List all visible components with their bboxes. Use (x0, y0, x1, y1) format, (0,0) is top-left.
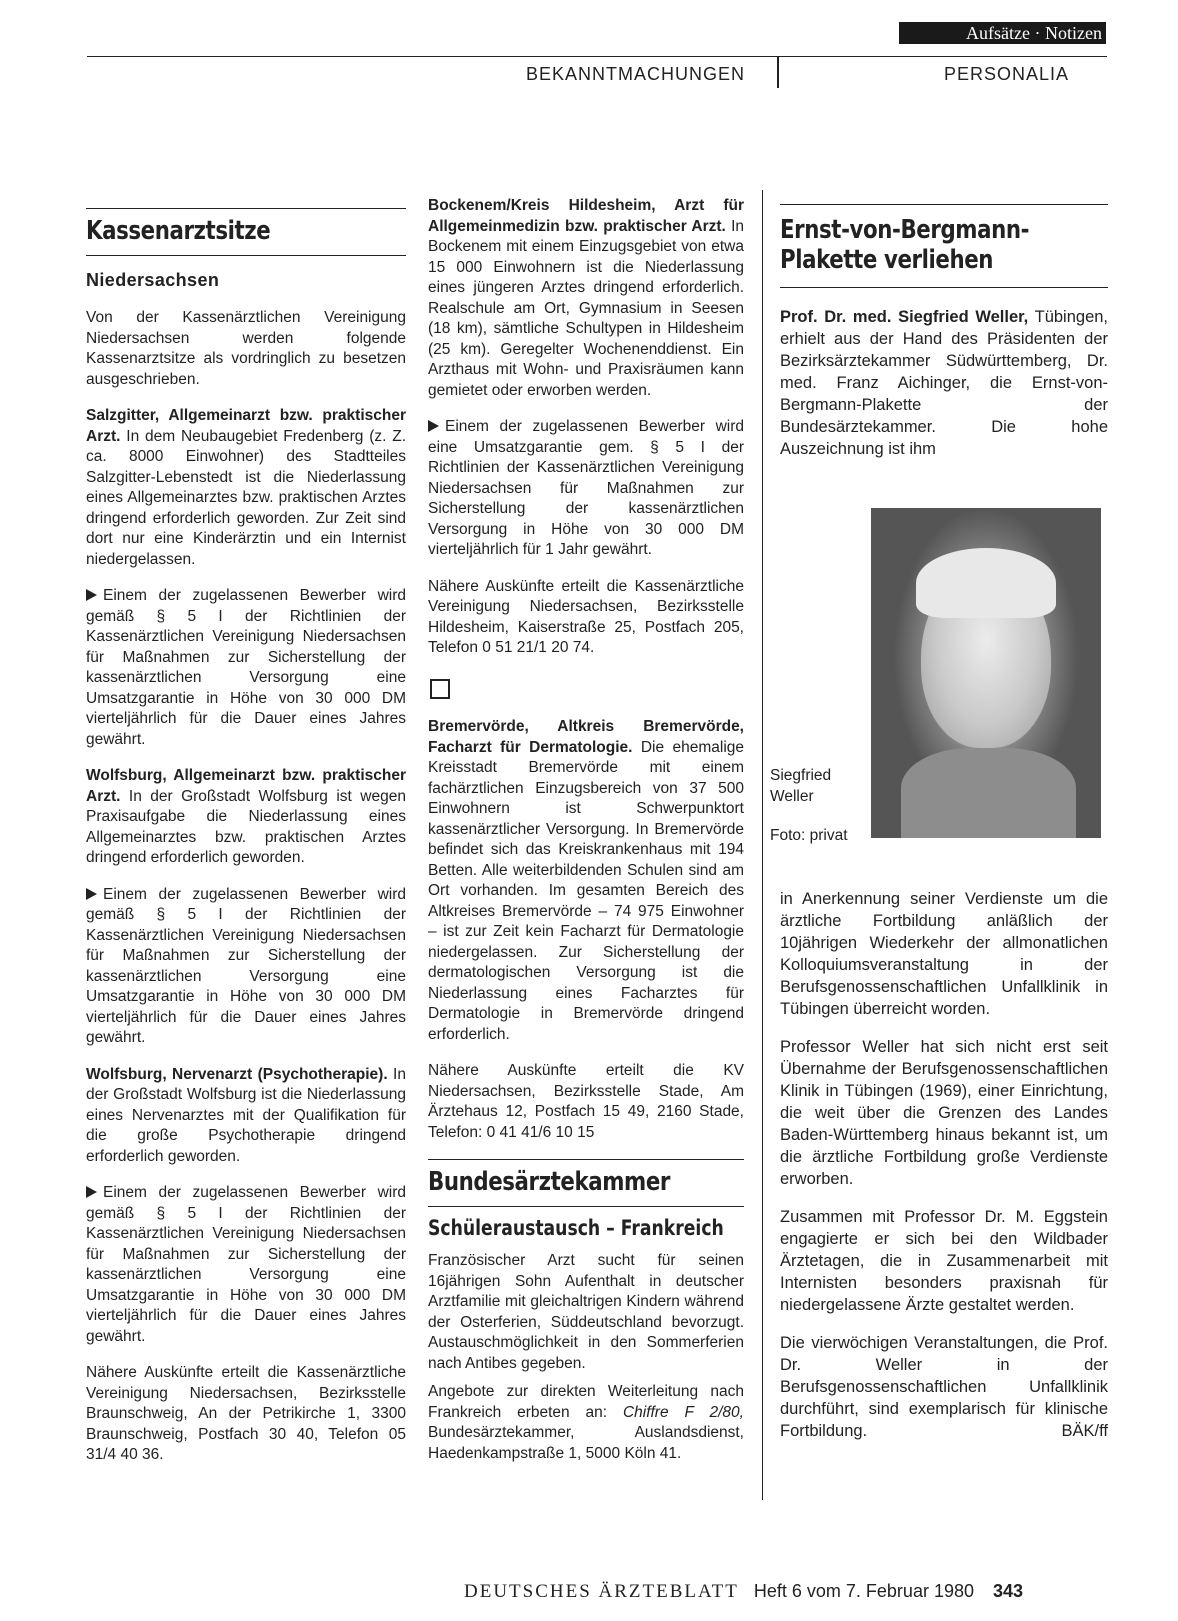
chiffre-code: Chiffre F 2/80, (622, 1403, 744, 1421)
header-rule (87, 56, 1107, 57)
listing-body: In der Großstadt Wolfsburg ist die Niederlassung eines Nervenarztes mit der Qualifikation für die große Psychotherapie dringend erforderlich geworden. (86, 1065, 406, 1165)
section-title: Bundesärztekammer (428, 1167, 670, 1197)
lead-text: Tübingen, erhielt aus der Hand des Präsidenten der Bezirksärztekammer Südwürttemberg, Dr. med. Franz Aichinger, die Ernst-von-Bergmann-Plakette der Bundesärztekammer. Die hohe Auszeichnung ist ihm (780, 308, 1109, 458)
title-rule-top (780, 204, 1108, 205)
title-rule-top (86, 208, 406, 209)
arrow-bullet-icon (428, 420, 439, 432)
listing-heading: Bockenem/Kreis Hildesheim, Arzt für Allgemeinmedizin bzw. praktischer Arzt. (428, 197, 744, 235)
column-listings-continued (428, 196, 744, 1480)
title-line-1: Ernst-von-Bergmann- (780, 215, 1030, 245)
page-number: 343 (993, 1581, 1024, 1601)
guarantee-paragraph (86, 1183, 406, 1347)
guarantee-text: Einem der zugelassenen Bewerber wird gemäß § 5 I der Richtlinien der Kassenärztlichen Vereinigung Niedersachsen für Maßnahmen zur Sicherstellung der kassenärztlichen Versorgung eine Umsatzgarantie in Höhe von 30 000 DM vierteljährlich für die Dauer eines Jahres gewährt. (86, 587, 406, 748)
arrow-bullet-icon (86, 589, 97, 601)
listing-body: In Bockenem mit einem Einzugsgebiet von etwa 15 000 Einwohnern ist die Niederlassung eines jüngeren Arztes dringend erforderlich. Realschule am Ort, Gymnasium in Seesen (18 km), sämtliche Schultypen in Hildesheim (25 km). Geregelter Wochenenddienst. Ein Arzthaus mit Wohn- und Praxisräumen kann gemietet oder erworben werden. (428, 217, 744, 399)
section-rule-bottom (428, 1206, 744, 1207)
listing-body: In der Großstadt Wolfsburg ist wegen Praxisaufgabe die Niederlassung eines Allgemeinarztes bzw. praktischen Arztes dringend erforderlich geworden. (86, 787, 406, 866)
caption-name: Siegfried (770, 767, 832, 784)
exchange-offer (428, 1382, 744, 1464)
journal-name: DEUTSCHES ÄRZTEBLATT (464, 1581, 739, 1602)
article-title (780, 215, 1049, 275)
arrow-bullet-icon (86, 1186, 97, 1198)
listing-body: In dem Neubaugebiet Fredenberg (z. Z. ca. 8000 Einwohner) des Stadtteiles Salzgitter-Lebenstedt ist die Niederlassung eines Allgemeinarztes bzw. praktischen Arztes dringend erforderlich geworden. Zur Zeit sind dort nur eine Kinderärztin und ein Internist niedergelassen. (86, 427, 407, 568)
body-paragraph: Professor Weller hat sich nicht erst seit Übernahme der Berufsgenossenschaftlichen Klinik in Tübingen (1969), einer Einrichtung, die weit über die Grenzen des Landes Baden-Württemberg hinaus bekannt ist, um die ärztliche Fortbildung große Verdienste erworben. (780, 1038, 1108, 1188)
arrow-bullet-icon (86, 888, 97, 900)
section-label-left: BEKANNTMACHUNGEN (526, 64, 746, 84)
guarantee-paragraph (428, 417, 744, 561)
photo-caption (770, 766, 831, 807)
listing-wolfsburg-nerven (86, 1065, 406, 1168)
offer-text: Angebote zur direkten Weiterleitung nach Frankreich erbeten an: (428, 1383, 744, 1421)
listing-heading: Wolfsburg, Allgemeinarzt bzw. praktischer Arzt. (86, 767, 406, 805)
photo-credit: Foto: privat (770, 827, 848, 844)
contact-paragraph: Nähere Auskünfte erteilt die KV Niedersachsen, Bezirksstelle Stade, Am Ärztehaus 12, Postfach 15 49, 2160 Stade, Telefon: 0 41 41/6 10 15 (428, 1062, 744, 1141)
lead-paragraph (780, 306, 1108, 460)
section-badge: Aufsätze · Notizen (899, 22, 1106, 44)
title-rule-bottom (780, 287, 1108, 288)
portrait-photo (871, 508, 1101, 838)
region-heading: Niedersachsen (86, 270, 220, 290)
guarantee-text: Einem der zugelassenen Bewerber wird eine Umsatzgarantie gem. § 5 I der Richtlinien der Kassenärztlichen Vereinigung Niedersachsen für Maßnahmen zur Sicherstellung der kassenärztlichen Versorgung in Höhe von 30 000 DM vierteljährlich für 1 Jahr gewährt. (428, 418, 744, 558)
listing-heading: Wolfsburg, Nervenarzt (Psychotherapie). (86, 1065, 388, 1083)
section-rule-top (428, 1159, 744, 1160)
body-paragraph (780, 1332, 1108, 1442)
column-personalia-continued (780, 888, 1108, 1458)
guarantee-paragraph (86, 586, 406, 750)
listing-body: Die ehemalige Kreisstadt Bremervörde mit einem fachärztlichen Einzugsbereich von 37 500 Einwohnern ist Schwerpunktort kassenärztlicher Versorgung. In Bremervörde befindet sich das Kreiskrankenhaus mit 194 Betten. Alle weiterbildenden Schulen sind am Ort vorhanden. Im gesamten Bereich des Altkreises Bremervörde – 74 975 Einwohner – ist zur Zeit kein Facharzt für Dermatologie niedergelassen. Zur Sicherstellung der dermatologischen Versorgung ist die Niederlassung eines Facharztes für Dermatologie in Bremervörde dringend erforderlich. (428, 738, 744, 1043)
guarantee-text: Einem der zugelassenen Bewerber wird gemäß § 5 I der Richtlinien der Kassenärztlichen Vereinigung Niedersachsen für Maßnahmen zur Sicherstellung der kassenärztlichen Versorgung eine Umsatzgarantie in Höhe von 30 000 DM vierteljährlich für die Dauer eines Jahres gewährt. (86, 1184, 406, 1345)
listing-heading: Bremervörde, Altkreis Bremervörde, Facharzt für Dermatologie. (428, 718, 744, 756)
closing-text: Die vierwöchigen Veranstaltungen, die Prof. Dr. Weller in der Berufsgenossenschaftlichen Unfallklinik durchführt, sind exemplarisch für klinische Fortbildung. (780, 1334, 1108, 1440)
author-signature: BÄK/ff (1061, 1422, 1108, 1440)
listing-heading: Salzgitter, Allgemeinarzt bzw. praktischer Arzt. (86, 407, 406, 445)
contact-paragraph: Nähere Auskünfte erteilt die Kassenärztliche Vereinigung Niedersachsen, Bezirksstelle Hildesheim, Kaiserstraße 25, Postfach 205, Telefon 0 51 21/1 20 74. (428, 577, 744, 656)
guarantee-text: Einem der zugelassenen Bewerber wird gemäß § 5 I der Richtlinien der Kassenärztlichen Vereinigung Niedersachsen für Maßnahmen zur Sicherstellung der kassenärztlichen Versorgung eine Umsatzgarantie in Höhe von 30 000 DM vierteljährlich für die Dauer eines Jahres gewährt. (86, 885, 406, 1046)
body-paragraph: in Anerkennung seiner Verdienste um die ärztliche Fortbildung anläßlich der 10jährigen Wiederkehr der allmonatlichen Kolloquiumsveranstaltung in der Berufsgenossenschaftlichen Unfallklinik in Tübingen überreicht worden. (780, 890, 1108, 1018)
separator-square-icon (430, 679, 450, 699)
column-divider (762, 190, 763, 1500)
listing-wolfsburg-allgemein (86, 766, 406, 869)
issue-info: Heft 6 vom 7. Februar 1980 (753, 1581, 974, 1601)
article-title: Kassenarztsitze (86, 216, 271, 246)
intro-paragraph: Von der Kassenärztlichen Vereinigung Niedersachsen werden folgende Kassenarztsitze als vordringlich zu besetzen ausgeschrieben. (86, 309, 406, 388)
contact-paragraph: Nähere Auskünfte erteilt die Kassenärztliche Vereinigung Niedersachsen, Bezirksstelle Braunschweig, An der Petrikirche 1, 3300 Braunschweig, Postfach 30 40, Telefon 05 31/4 40 36. (86, 1364, 406, 1463)
title-rule-bottom (86, 255, 406, 256)
title-line-2: Plakette verliehen (780, 245, 994, 275)
listing-bockenem (428, 196, 744, 401)
listing-bremervoerde (428, 717, 744, 1045)
guarantee-paragraph (86, 885, 406, 1049)
honoree-name: Prof. Dr. med. Siegfried Weller, (780, 308, 1029, 326)
body-paragraph: Zusammen mit Professor Dr. M. Eggstein engagierte er sich bei den Wildbader Ärztetagen, die in Zusammenarbeit mit Internisten besonders praxisnah für niedergelassene Ärzte gestaltet werden. (780, 1208, 1108, 1314)
offer-address: Bundesärztekammer, Auslandsdienst, Haedenkampstraße 1, 5000 Köln 41. (428, 1424, 744, 1462)
header-divider (777, 56, 779, 88)
exchange-paragraph: Französischer Arzt sucht für seinen 16jährigen Sohn Aufenthalt in deutscher Arztfamilie mit gleichaltrigen Kindern während der Osterferien, Süddeutschland bevorzugt. Austauschmöglichkeit in den Sommerferien nach Antibes gegeben. (428, 1252, 744, 1372)
article-subtitle: Schüleraustausch – Frankreich (428, 1216, 724, 1240)
section-label-right: PERSONALIA (944, 64, 1070, 84)
listing-salzgitter (86, 406, 406, 570)
column-kassenarztsitze (86, 208, 406, 1482)
column-personalia (780, 204, 1108, 476)
caption-name: Weller (770, 787, 814, 805)
page-footer (464, 1581, 1023, 1603)
